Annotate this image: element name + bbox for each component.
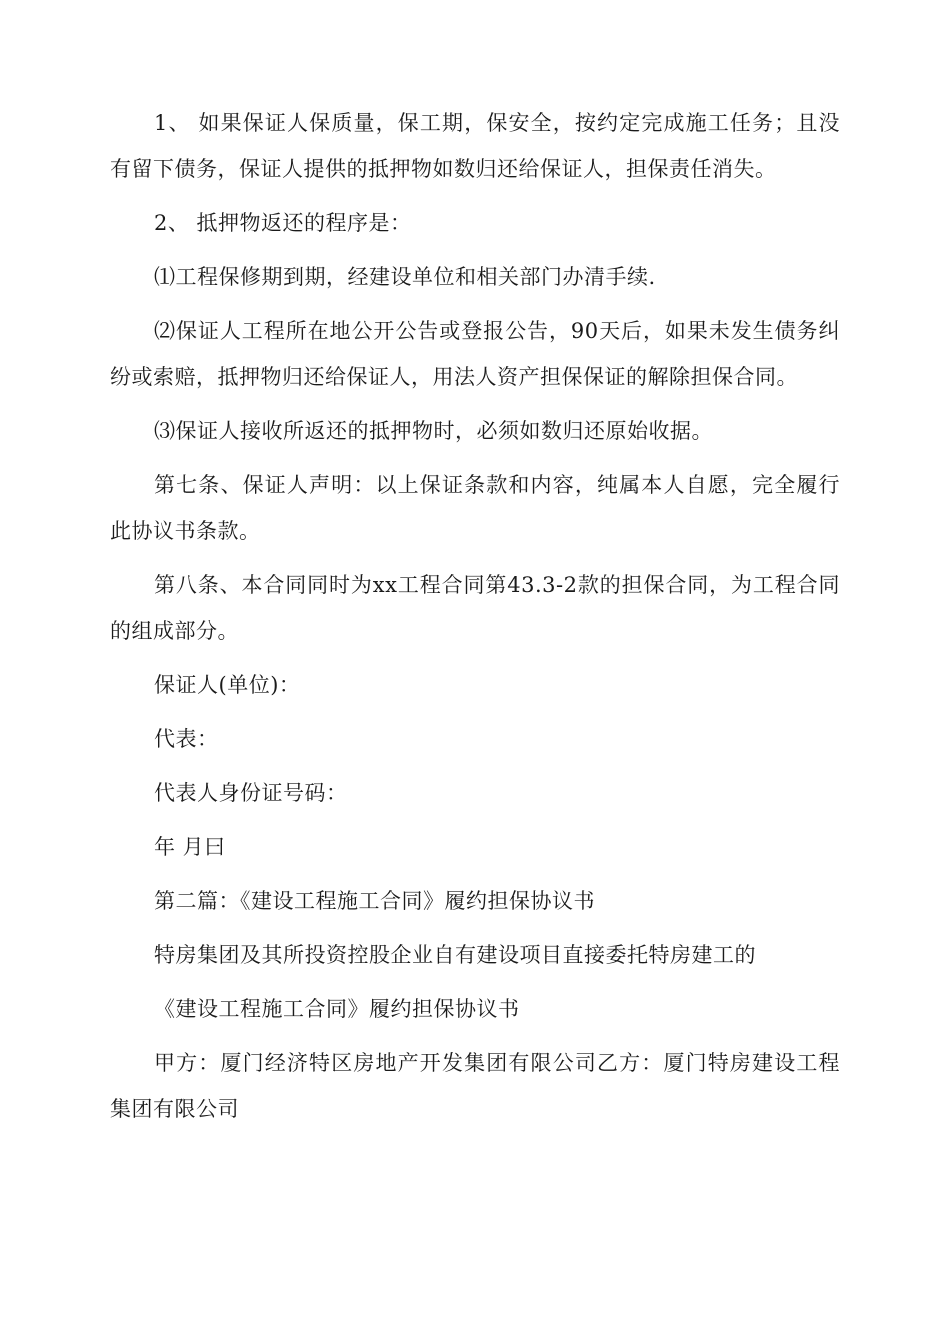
clause-return-procedure: 2、 抵押物返还的程序是： <box>154 211 412 235</box>
parties-line: 甲方：厦门经济特区房地产开发集团有限公司乙方：厦门特房建设工程集团有限公司 <box>110 1051 840 1121</box>
article-seven: 第七条、保证人声明：以上保证条款和内容，纯属本人自愿，完全履行此协议书条款。 <box>110 473 840 543</box>
guarantor-unit-line: 保证人(单位)： <box>154 673 301 697</box>
clause-return-condition: 1、 如果保证人保质量，保工期，保安全，按约定完成施工任务；且没有留下债务，保证人提供的抵押物如数归还给保证人，担保责任消失。 <box>110 111 840 181</box>
second-article-subtitle: 特房集团及其所投资控股企业自有建设项目直接委托特房建工的 <box>154 943 756 967</box>
article-eight: 第八条、本合同同时为xx工程合同第43.3-2款的担保合同，为工程合同的组成部分。 <box>110 573 840 643</box>
representative-line: 代表： <box>154 727 219 751</box>
date-line: 年 月曰 <box>154 835 226 859</box>
second-article-title: 第二篇：《建设工程施工合同》履约担保协议书 <box>154 889 595 913</box>
second-article-contract-name: 《建设工程施工合同》履约担保协议书 <box>154 997 520 1021</box>
procedure-step-2: ⑵保证人工程所在地公开公告或登报公告，90天后，如果未发生债务纠纷或索赔，抵押物归还给保证人，用法人资产担保保证的解除担保合同。 <box>110 319 840 389</box>
procedure-step-3: ⑶保证人接收所返还的抵押物时，必须如数归还原始收据。 <box>154 419 713 443</box>
procedure-step-1: ⑴工程保修期到期，经建设单位和相关部门办清手续. <box>154 265 656 289</box>
document-body <box>110 100 840 1140</box>
representative-id-line: 代表人身份证号码： <box>154 781 348 805</box>
